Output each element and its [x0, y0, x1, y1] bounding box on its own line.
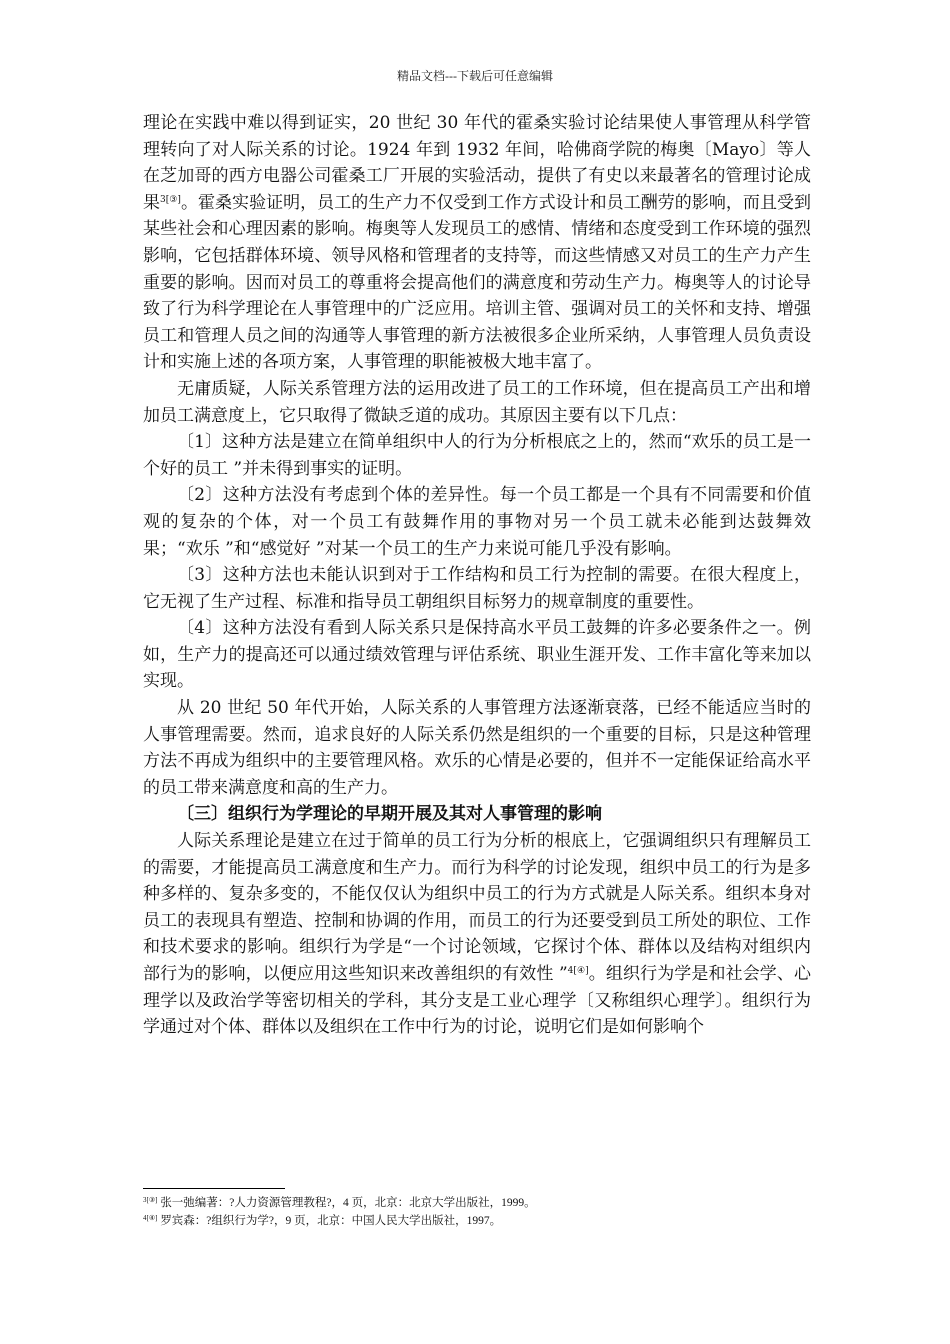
footnote-divider — [143, 1188, 285, 1189]
paragraph-org-behavior — [143, 828, 811, 1041]
paragraph-decline: 从 20 世纪 50 年代开始，人际关系的人事管理方法逐渐衰落，已经不能适应当时的人事管理需要。然而，追求良好的人际关系仍然是组织的一个重要的目标，只是这种管理方法不再成为组织中的主要管理风格。欢乐的心情是必要的，但并不一定能保证给高水平的员工带来满意度和高的生产力。 — [143, 698, 811, 798]
paragraph-point-1: 〔1〕这种方法是建立在简单组织中人的行为分析根底之上的，然而“欢乐的员工是一个好的员工 ”并未得到事实的证明。 — [143, 432, 811, 479]
paragraph-point-3: 〔3〕这种方法也未能认识到对于工作结构和员工行为控制的需要。在很大程度上，它无视了生产过程、标准和指导员工朝组织目标努力的规章制度的重要性。 — [143, 565, 811, 612]
paragraph-text: 理论在实践中难以得到证实，20 世纪 30 年代的霍桑实验讨论结果使人事管理从科学管理转向了对人际关系的讨论。1924 年到 1932 年间，哈佛商学院的梅奥〔Mayo〕等人在芝加哥的西方电器公司霍桑工厂开展的实验活动，提供了有史以来最著名的管理讨论成果 — [143, 113, 811, 213]
footnote-text: 罗宾森：?组织行为学?，9 页，北京：中国人民大学出版社，1997。 — [157, 1215, 502, 1227]
footnotes — [143, 1194, 811, 1230]
paragraph-text: 人际关系理论是建立在过于简单的员工行为分析的根底上，它强调组织只有理解员工的需要，才能提高员工满意度和生产力。而行为科学的讨论发现，组织中员工的行为是多种多样的、复杂多变的，不能仅仅认为组织中员工的行为方式就是人际关系。组织本身对员工的表现具有塑造、控制和协调的作用，而员工的行为还要受到员工所处的职位、工作和技术要求的影响。组织行为学是“一个讨论领域，它探讨个体、群体以及结构对组织内部行为的影响，以便应用这些知识来改善组织的有效性 ” — [143, 831, 811, 984]
section-heading: 〔三〕组织行为学理论的早期开展及其对人事管理的影响 — [177, 804, 602, 825]
footnote-ref-3[interactable]: 3[③] — [160, 194, 181, 205]
paragraph-point-4: 〔4〕这种方法没有看到人际关系只是保持高水平员工鼓舞的许多必要条件之一。例如，生产力的提高还可以通过绩效管理与评估系统、职业生涯开发、工作丰富化等来加以实现。 — [143, 618, 811, 692]
page-header: 精品文档---下载后可任意编辑 — [397, 69, 553, 83]
footnote-text: 张一弛编著：?人力资源管理教程?，4 页，北京：北京大学出版社，1999。 — [157, 1197, 536, 1209]
paragraph-text: 。组织行为学是和社会学、心理学以及政治学等密切相关的学科，其分支是工业心理学〔又称组织心理学〕。组织行为学通过对个体、群体以及组织在工作中行为的讨论，说明它们是如何影响个 — [143, 964, 812, 1038]
document-body — [143, 110, 811, 1041]
footnote-mark: 3[③] — [143, 1196, 158, 1204]
footnote-4 — [143, 1212, 811, 1230]
paragraph-limitations-intro: 无庸质疑，人际关系管理方法的运用改进了员工的工作环境，但在提高员工产出和增加员工满意度上，它只取得了微缺乏道的成功。其原因主要有以下几点： — [143, 378, 811, 426]
paragraph-hawthorne — [143, 110, 811, 376]
paragraph-text: 。霍桑实验证明，员工的生产力不仅受到工作方式设计和员工酬劳的影响，而且受到某些社会和心理因素的影响。梅奥等人发现员工的感情、情绪和态度受到工作环境的强烈影响，它包括群体环境、领导风格和管理者的支持等，而这些情感又对员工的生产力产生重要的影响。因而对员工的尊重将会提高他们的满意度和劳动生产力。梅奥等人的讨论导致了行为科学理论在人事管理中的广泛应用。培训主管、强调对员工的关怀和支持、增强员工和管理人员之间的沟通等人事管理的新方法被很多企业所采纳，人事管理人员负责设计和实施上述的各项方案，人事管理的职能被极大地丰富了。 — [143, 192, 812, 373]
footnote-mark: 4[④] — [143, 1214, 158, 1222]
paragraph-point-2: 〔2〕这种方法没有考虑到个体的差异性。每一个员工都是一个具有不同需要和价值观的复杂的个体，对一个员工有鼓舞作用的事物对另一个员工就未必能到达鼓舞效果；“欢乐 ”和“感觉好 ”对某一个员工的生产力来说可能几乎没有影响。 — [143, 485, 811, 559]
footnote-ref-4[interactable]: 4[④] — [567, 966, 589, 976]
footnote-3 — [143, 1194, 811, 1212]
